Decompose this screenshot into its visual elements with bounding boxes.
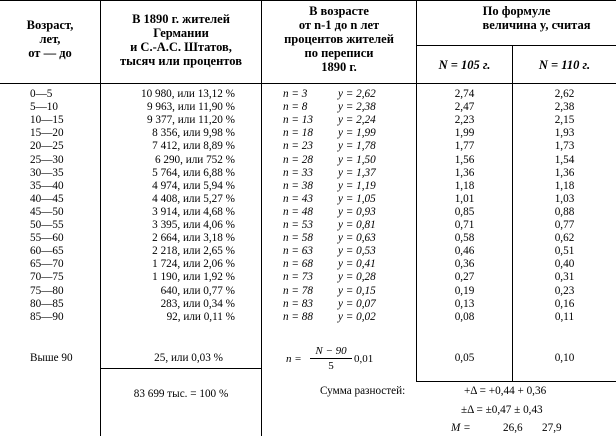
- row-pop: 4 408, или 5,27 %: [152, 193, 235, 205]
- header-n105: N = 105 г.: [438, 58, 491, 72]
- row-f105: 1,18: [454, 180, 475, 192]
- header-n110: N = 110 г.: [538, 58, 591, 72]
- row-n: n = 48: [283, 206, 313, 218]
- row-f105: 2,23: [454, 114, 475, 126]
- row-f105: 0,46: [454, 245, 475, 257]
- row-y: y = 1,99: [338, 127, 376, 139]
- row-pop: 10 980, или 13,12 %: [140, 88, 235, 100]
- row-y: y = 0,07: [338, 298, 376, 310]
- row-f105: 1,77: [454, 140, 475, 152]
- row-age: 15—20: [30, 127, 64, 139]
- row-age: 80—85: [30, 298, 64, 310]
- row-f110: 2,62: [554, 88, 575, 100]
- row-age: 50—55: [30, 219, 64, 231]
- header-bottom-border: [0, 83, 616, 84]
- row-n: n = 38: [283, 180, 313, 192]
- row-f105: 0,13: [454, 298, 475, 310]
- row-pop: 9 963, или 11,90 %: [147, 101, 235, 113]
- row-y: y = 1,78: [338, 140, 376, 152]
- row-pop: 6 290, или 752 %: [154, 154, 235, 166]
- row-n: n = 88: [283, 311, 313, 323]
- row-f105: 0,27: [454, 271, 475, 283]
- last-f110: 0,10: [554, 352, 575, 364]
- row-pop: 2 664, или 3,18 %: [152, 232, 235, 244]
- row-n: n = 53: [283, 219, 313, 231]
- row-pop: 283, или 0,34 %: [160, 298, 235, 310]
- header-formula: По формуле величина y, считая: [482, 4, 591, 32]
- row-n: n = 43: [283, 193, 313, 205]
- row-f105: 0,71: [454, 219, 475, 231]
- row-f110: 0,51: [554, 245, 575, 257]
- summary-m-110: 27,9: [542, 422, 562, 434]
- row-age: 75—80: [30, 285, 64, 297]
- row-age: 40—45: [30, 193, 64, 205]
- header-age: Возраст, лет, от — до: [26, 18, 74, 60]
- summary-m-105: 26,6: [503, 422, 523, 434]
- row-age: 65—70: [30, 258, 64, 270]
- row-y: y = 0,41: [338, 258, 376, 270]
- row-pop: 7 412, или 8,89 %: [152, 140, 235, 152]
- row-y: y = 0,93: [338, 206, 376, 218]
- row-y: y = 0,02: [338, 311, 376, 323]
- row-age: 5—10: [30, 101, 58, 113]
- row-y: y = 1,05: [338, 193, 376, 205]
- row-pop: 3 395, или 4,06 %: [152, 219, 235, 231]
- row-y: y = 0,28: [338, 271, 376, 283]
- row-y: y = 2,62: [338, 88, 376, 100]
- row-pop: 3 914, или 4,68 %: [152, 206, 235, 218]
- row-y: y = 1,37: [338, 167, 376, 179]
- header-age-n: В возрасте от n-1 до n лет процентов жителей по переписи 1890 г.: [284, 4, 394, 74]
- row-age: 60—65: [30, 245, 64, 257]
- row-f110: 0,40: [554, 258, 575, 270]
- last-f105: 0,05: [454, 352, 475, 364]
- row-f105: 1,56: [454, 154, 475, 166]
- row-f110: 0,11: [554, 311, 575, 323]
- summary-pm: ±Δ = ±0,47 ± 0,43: [461, 404, 543, 416]
- formula-fraction-bar: [310, 358, 352, 359]
- row-pop: 92, или 0,11 %: [166, 311, 235, 323]
- row-age: 0—5: [30, 88, 53, 100]
- row-f110: 1,03: [554, 193, 575, 205]
- row-f105: 1,99: [454, 127, 475, 139]
- row-pop: 2 218, или 2,65 %: [152, 245, 235, 257]
- row-pop: 1 724, или 2,06 %: [152, 258, 235, 270]
- row-age: 10—15: [30, 114, 64, 126]
- row-pop: 1 190, или 1,92 %: [152, 271, 235, 283]
- row-f110: 0,23: [554, 285, 575, 297]
- row-y: y = 0,63: [338, 232, 376, 244]
- row-age: 45—50: [30, 206, 64, 218]
- last-age: Выше 90: [30, 352, 73, 364]
- summary-m-label: M =: [451, 422, 471, 434]
- row-f105: 0,36: [454, 258, 475, 270]
- row-f110: 1,54: [554, 154, 575, 166]
- row-age: 25—30: [30, 154, 64, 166]
- row-age: 85—90: [30, 311, 64, 323]
- row-f110: 1,18: [554, 180, 575, 192]
- row-f110: 0,16: [554, 298, 575, 310]
- row-n: n = 73: [283, 271, 313, 283]
- row-pop: 4 974, или 5,94 %: [152, 180, 235, 192]
- row-f105: 0,58: [454, 232, 475, 244]
- row-pop: 9 377, или 11,20 %: [147, 114, 235, 126]
- total-row-border: [100, 368, 262, 369]
- formula-subheader-border: [416, 45, 616, 46]
- total: 83 699 тыс. = 100 %: [133, 388, 229, 400]
- row-n: n = 33: [283, 167, 313, 179]
- row-n: n = 78: [283, 285, 313, 297]
- row-y: y = 2,24: [338, 114, 376, 126]
- last-formula: n = N − 90 5 0,01: [286, 345, 374, 372]
- row-y: y = 0,53: [338, 245, 376, 257]
- row-n: n = 28: [283, 154, 313, 166]
- row-n: n = 83: [283, 298, 313, 310]
- row-f105: 1,36: [454, 167, 475, 179]
- row-f105: 2,74: [454, 88, 475, 100]
- summary-label: Сумма разностей:: [320, 385, 406, 397]
- header-population: В 1890 г. жителей Германии и С.-А.С. Штатов, тысяч или процентов: [120, 12, 242, 68]
- row-pop: 8 356, или 9,98 %: [152, 127, 235, 139]
- row-f110: 0,77: [554, 219, 575, 231]
- row-y: y = 0,81: [338, 219, 376, 231]
- row-pop: 5 764, или 6,88 %: [152, 167, 235, 179]
- row-age: 55—60: [30, 232, 64, 244]
- row-f110: 0,88: [554, 206, 575, 218]
- row-f110: 1,36: [554, 167, 575, 179]
- row-y: y = 1,50: [338, 154, 376, 166]
- row-n: n = 8: [283, 101, 308, 113]
- row-n: n = 63: [283, 245, 313, 257]
- row-f110: 2,38: [554, 101, 575, 113]
- table-top-border: [0, 0, 616, 1]
- row-f110: 1,73: [554, 140, 575, 152]
- row-f110: 0,31: [554, 271, 575, 283]
- row-n: n = 68: [283, 258, 313, 270]
- row-f105: 0,08: [454, 311, 475, 323]
- row-age: 70—75: [30, 271, 64, 283]
- row-f105: 2,47: [454, 101, 475, 113]
- row-f110: 1,93: [554, 127, 575, 139]
- row-n: n = 13: [283, 114, 313, 126]
- row-n: n = 3: [283, 88, 308, 100]
- row-n: n = 18: [283, 127, 313, 139]
- row-f110: 2,15: [554, 114, 575, 126]
- row-f105: 0,85: [454, 206, 475, 218]
- row-y: y = 1,19: [338, 180, 376, 192]
- row-y: y = 2,38: [338, 101, 376, 113]
- row-pop: 640, или 0,77 %: [160, 285, 235, 297]
- row-f105: 0,19: [454, 285, 475, 297]
- row-age: 35—40: [30, 180, 64, 192]
- row-age: 20—25: [30, 140, 64, 152]
- last-pop: 25, или 0,03 %: [154, 352, 223, 364]
- row-f110: 0,62: [554, 232, 575, 244]
- row-n: n = 58: [283, 232, 313, 244]
- row-y: y = 0,15: [338, 285, 376, 297]
- row-n: n = 23: [283, 140, 313, 152]
- summary-plus: +Δ = +0,44 + 0,36: [464, 385, 547, 397]
- formula-bottom-border: [416, 381, 616, 382]
- row-age: 30—35: [30, 167, 64, 179]
- row-f105: 1,01: [454, 193, 475, 205]
